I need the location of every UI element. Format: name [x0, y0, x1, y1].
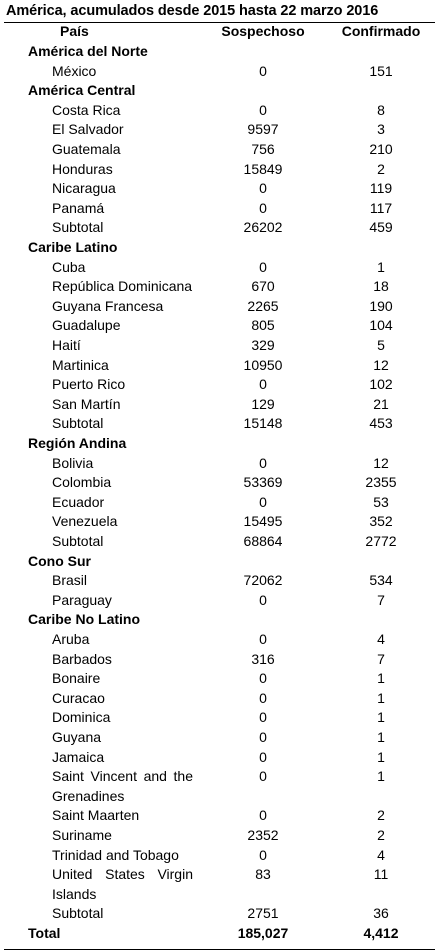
suspected-value: 0	[259, 709, 267, 726]
suspected-value: 68864	[243, 533, 283, 549]
confirmed-value: 102	[369, 376, 393, 393]
confirmed-value: 1	[377, 258, 385, 275]
suspected-value: 10950	[243, 356, 283, 373]
country-name: Puerto Rico	[52, 376, 126, 393]
region-name: Caribe No Latino	[28, 611, 141, 628]
suspected-value: 316	[251, 650, 275, 667]
confirmed-value: 104	[369, 317, 393, 334]
suspected-value: 0	[259, 199, 267, 216]
suspected-value: 0	[259, 807, 267, 824]
table-row	[0, 473, 442, 493]
confirmed-value: 12	[373, 454, 389, 471]
suspected-value: 0	[259, 258, 267, 275]
country-name: Bolivia	[52, 454, 94, 471]
table-row	[0, 160, 442, 180]
table-row	[0, 767, 442, 804]
confirmed-value: 4	[377, 631, 385, 647]
country-name: Guatemala	[52, 141, 121, 157]
suspected-value: 329	[251, 337, 275, 353]
country-name: Honduras	[52, 160, 113, 177]
table-row	[0, 454, 442, 474]
country-name: Guadalupe	[52, 317, 121, 334]
suspected-value: 15495	[243, 513, 283, 530]
confirmed-value: 210	[369, 141, 393, 157]
table-row	[0, 199, 442, 219]
region-row	[0, 552, 442, 572]
country-name: República Dominicana	[52, 278, 193, 295]
country-name: Nicaragua	[52, 180, 116, 197]
suspected-value: 0	[259, 454, 267, 471]
country-name: Venezuela	[52, 513, 118, 530]
country-name: Suriname	[52, 827, 112, 843]
suspected-value: 2265	[247, 297, 279, 314]
column-header-country: País	[60, 23, 89, 39]
table-row	[0, 689, 442, 709]
confirmed-value: 151	[369, 62, 393, 79]
table-row	[0, 826, 442, 846]
table-row	[0, 62, 442, 82]
column-header-confirmed: Confirmado	[341, 23, 421, 39]
confirmed-value: 1	[377, 709, 385, 726]
table-row	[0, 140, 442, 160]
confirmed-value: 534	[369, 572, 393, 589]
confirmed-value: 1	[377, 768, 385, 785]
table-row	[0, 669, 442, 689]
suspected-value: 15849	[243, 160, 283, 177]
confirmed-value: 1	[377, 729, 385, 745]
country-name: Ecuador	[52, 493, 105, 510]
region-row	[0, 81, 442, 101]
table-row	[0, 591, 442, 611]
country-name: Curacao	[52, 689, 105, 706]
confirmed-value: 4	[377, 846, 385, 863]
table-row	[0, 395, 442, 415]
country-name: Panamá	[52, 199, 105, 216]
subtotal-label: Subtotal	[52, 533, 104, 549]
region-name: Caribe Latino	[28, 239, 118, 255]
suspected-value: 0	[259, 846, 267, 863]
suspected-value: 0	[259, 591, 267, 608]
confirmed-value: 18	[373, 278, 389, 295]
country-name: Martinica	[52, 356, 109, 373]
country-name: Dominica	[52, 709, 111, 726]
table-row	[0, 846, 442, 866]
confirmed-value: 1	[377, 670, 385, 687]
suspected-value: 0	[259, 180, 267, 197]
country-name: Guyana	[52, 729, 102, 745]
suspected-value: 756	[251, 141, 275, 157]
table-row	[0, 728, 442, 748]
table-row	[0, 708, 442, 728]
region-name: Región Andina	[28, 435, 127, 451]
country-name: El Salvador	[52, 121, 124, 138]
suspected-value: 83	[255, 866, 271, 883]
confirmed-value: 190	[369, 297, 393, 314]
country-name: Haití	[52, 337, 81, 353]
suspected-value: 26202	[243, 219, 283, 236]
suspected-value: 0	[259, 768, 267, 785]
confirmed-value: 7	[377, 591, 385, 608]
confirmed-value: 4,412	[363, 925, 399, 941]
table-row	[0, 179, 442, 199]
table-row	[0, 356, 442, 376]
suspected-value: 129	[251, 395, 275, 412]
table-row	[0, 571, 442, 591]
suspected-value: 2352	[247, 827, 279, 843]
suspected-value: 9597	[247, 121, 279, 138]
confirmed-value: 11	[373, 866, 389, 883]
confirmed-value: 5	[377, 337, 385, 353]
bottom-rule	[4, 949, 435, 950]
table-row	[0, 101, 442, 121]
confirmed-value: 2355	[365, 474, 397, 491]
confirmed-value: 117	[369, 199, 393, 216]
suspected-value: 53369	[243, 474, 283, 491]
region-row	[0, 610, 442, 630]
table-row	[0, 865, 442, 902]
table-row	[0, 277, 442, 297]
country-name: Trinidad and Tobago	[52, 846, 179, 863]
suspected-value: 2751	[247, 905, 279, 922]
confirmed-value: 459	[369, 219, 393, 236]
confirmed-value: 1	[377, 748, 385, 765]
suspected-value: 0	[259, 62, 267, 79]
country-name: Paraguay	[52, 591, 112, 608]
suspected-value: 0	[259, 631, 267, 647]
table-row	[0, 297, 442, 317]
country-name: Saint Maarten	[52, 807, 140, 824]
country-name: Brasil	[52, 572, 88, 589]
suspected-value: 15148	[243, 415, 283, 432]
subtotal-row	[0, 904, 442, 924]
country-name: Saint Vincent and the Grenadines	[52, 768, 193, 804]
confirmed-value: 2772	[365, 533, 397, 549]
suspected-value: 670	[251, 278, 275, 295]
column-header-suspected: Sospechoso	[221, 23, 305, 39]
confirmed-value: 53	[373, 493, 389, 510]
region-name: América del Norte	[28, 43, 148, 59]
confirmed-value: 8	[377, 101, 385, 118]
table-row	[0, 375, 442, 395]
country-name: Colombia	[52, 474, 112, 491]
confirmed-value: 119	[369, 180, 393, 197]
table-row	[0, 316, 442, 336]
country-name: Cuba	[52, 258, 86, 275]
region-row	[0, 42, 442, 62]
confirmed-value: 352	[369, 513, 393, 530]
country-name: San Martín	[52, 395, 121, 412]
table-row	[0, 630, 442, 650]
confirmed-value: 2	[377, 160, 385, 177]
suspected-value: 805	[251, 317, 275, 334]
subtotal-label: Subtotal	[52, 219, 104, 236]
table-row	[0, 493, 442, 513]
country-name: Aruba	[52, 631, 90, 647]
region-name: Cono Sur	[28, 552, 91, 569]
confirmed-value: 21	[373, 395, 389, 412]
suspected-value: 185,027	[237, 925, 289, 941]
total-row	[0, 924, 442, 944]
table-row	[0, 650, 442, 670]
subtotal-label: Subtotal	[52, 415, 104, 432]
confirmed-value: 2	[377, 807, 385, 824]
confirmed-value: 36	[373, 905, 389, 922]
country-name: México	[52, 62, 97, 79]
table-row	[0, 120, 442, 140]
suspected-value: 0	[259, 493, 267, 510]
suspected-value: 0	[259, 376, 267, 393]
region-name: América Central	[28, 82, 136, 99]
region-row	[0, 238, 442, 258]
subtotal-label: Subtotal	[52, 905, 104, 922]
total-label: Total	[28, 925, 61, 941]
country-name: Costa Rica	[52, 101, 121, 118]
country-name: Jamaica	[52, 748, 105, 765]
confirmed-value: 1	[377, 689, 385, 706]
suspected-value: 0	[259, 101, 267, 118]
confirmed-value: 12	[373, 356, 389, 373]
confirmed-value: 7	[377, 650, 385, 667]
header-row	[0, 22, 442, 42]
table-row	[0, 336, 442, 356]
table-row	[0, 258, 442, 278]
table-row	[0, 806, 442, 826]
table-row	[0, 512, 442, 532]
confirmed-value: 2	[377, 827, 385, 843]
suspected-value: 0	[259, 748, 267, 765]
suspected-value: 0	[259, 670, 267, 687]
country-name: Bonaire	[52, 670, 101, 687]
confirmed-value: 3	[377, 121, 385, 138]
suspected-value: 0	[259, 689, 267, 706]
suspected-value: 0	[259, 729, 267, 745]
subtotal-row	[0, 218, 442, 238]
subtotal-row	[0, 532, 442, 552]
country-name: United States Virgin Islands	[52, 866, 193, 902]
country-name: Barbados	[52, 650, 112, 667]
table-title: América, acumulados desde 2015 hasta 22 marzo 2016	[6, 3, 379, 19]
country-name: Guyana Francesa	[52, 297, 164, 314]
table-row	[0, 748, 442, 768]
confirmed-value: 453	[369, 415, 393, 432]
subtotal-row	[0, 414, 442, 434]
region-row	[0, 434, 442, 454]
suspected-value: 72062	[243, 572, 283, 589]
